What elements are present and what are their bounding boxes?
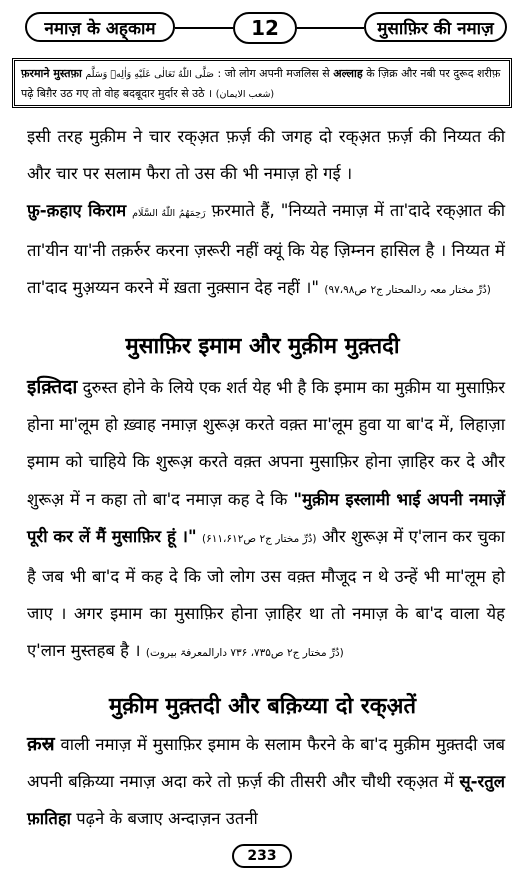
paragraph-2-honorific: رَحِمَهُمُ اللّٰهُ السَّلَام	[132, 208, 206, 219]
paragraph-4	[27, 726, 505, 838]
paragraph-4-text-1: वाली नमाज़ में मुसाफ़िर इमाम के सलाम फैरने के बा'द मुक़ीम मुक़्तदी जब अपनी बक़िय्या नमाज़ अदा करे तो फ़र्ज़ की तीसरी और चौथी रक्‌अ़त में	[27, 735, 505, 792]
paragraph-2-bold: फ़ु-क़हाए किराम	[27, 201, 127, 220]
section-heading-2: मुक़ीम मुक़्तदी और बक़िय्या दो रक्‌अ़तें	[108, 694, 417, 719]
paragraph-2	[27, 192, 505, 310]
book-title: नमाज़ के अह्‌काम	[25, 12, 175, 42]
paragraph-3-bold: इक़्तिदा	[27, 376, 78, 398]
footer-page-number: 233	[232, 844, 292, 868]
paragraph-1-text: इसी तरह मुक़ीम ने चार रक्‌अ़त फ़र्ज़ की जगह दो रक्‌अ़त फ़र्ज़ की निय्यत की और चार पर सलाम फैरा तो उस की भी नमाज़ हो गई ।	[27, 127, 505, 184]
paragraph-3-quote: "मुक़ीम इस्लामी भाई अपनी नमाज़ें पूरी कर लें मैं मुसाफ़िर हूं ।"	[27, 489, 506, 546]
paragraph-4-bold: क़स्र	[27, 733, 55, 755]
banner-text-2: के ज़िक्र और नबी पर दुरूद शरीफ़ पढ़े बिग़ैर उठ गए तो वोह बदबूदार मुर्दार से उठे ।	[21, 67, 501, 100]
paragraph-1	[27, 118, 505, 192]
header-divider-left	[175, 27, 233, 29]
paragraph-4-text-2: पढ़ने के बजाए अन्दाज़न उतनी	[76, 809, 258, 829]
paragraph-3-text-2: और शुरूअ़ में ए'लान कर चुका है जब भी बा'द में कह दे कि जो लोग उस वक़्त मौजूद न थे उन्हें भी मा'लूम हो जाए । अगर इमाम का मुसाफ़िर होना ज़ाहिर था तो नमाज़ के बा'द वाला येह ए'लान मुस्तहब है ।	[27, 526, 505, 661]
banner-label: फ़रमाने मुस्तफ़ा	[21, 67, 82, 80]
banner-text-1: : जो लोग अपनी मजलिस से	[217, 67, 330, 80]
paragraph-3-text-1: दुरुस्त होने के लिये एक शर्त येह भी है कि इमाम का मुक़ीम या मुसाफ़िर होना मा'लूम हो ख़्वाह नमाज़ शुरूअ़ करते वक़्त मा'लूम हुवा या बा'द में, लिहाज़ा इमाम को चाहिये कि शुरूअ़ करते वक़्त अपना मुसाफ़िर होना ज़ाहिर कर दे और शुरूअ़ में न कहा तो बा'द नमाज़ कह दे कि	[27, 378, 505, 509]
banner-allah: अल्लाह	[333, 67, 363, 80]
paragraph-2-reference: (دُرِّ مختار معہ ردالمحتار ج۲ ص۹۷،۹۸)	[324, 284, 491, 297]
banner-salutation: صَلَّى اللّٰهُ تَعَالٰی عَلَيْهِ وَاٰلِهٖ وَسَلَّم	[85, 69, 214, 80]
banner-source: (شعب الایمان)	[215, 89, 275, 100]
header-divider-right	[297, 27, 364, 29]
hadith-banner	[12, 58, 512, 108]
paragraph-2-text: फ़रमाते हैं, "निय्यते नमाज़ में ता'दादे रक्‌आ़त की ता'यीन या'नी तक़र्रुर करना ज़रूरी नहीं क्यूं कि येह ज़िम्नन हासिल है । निय्यत में ता'दाद मुअ़य्यन करने में ख़ता नुक़्सान देह नहीं ।"	[27, 201, 506, 298]
paragraph-4-bold-mid: सू-रतुल फ़ातिहा	[27, 772, 505, 829]
paragraph-3-reference-1: (دُرِّ مختار ج۲ ص۶۱۱،۶۱۲)	[202, 532, 317, 545]
header-page-number: 12	[233, 12, 297, 44]
chapter-title: मुसाफ़िर की नमाज़	[364, 12, 507, 42]
paragraph-3-reference-2: (دُرِّ مختار ج۲ ص۷۳۵، ۷۳۶ دارالمعرفۃ بیروت)	[145, 647, 344, 660]
paragraph-3	[27, 369, 505, 673]
section-heading-1: मुसाफ़िर इमाम और मुक़ीम मुक़्तदी	[125, 334, 400, 359]
